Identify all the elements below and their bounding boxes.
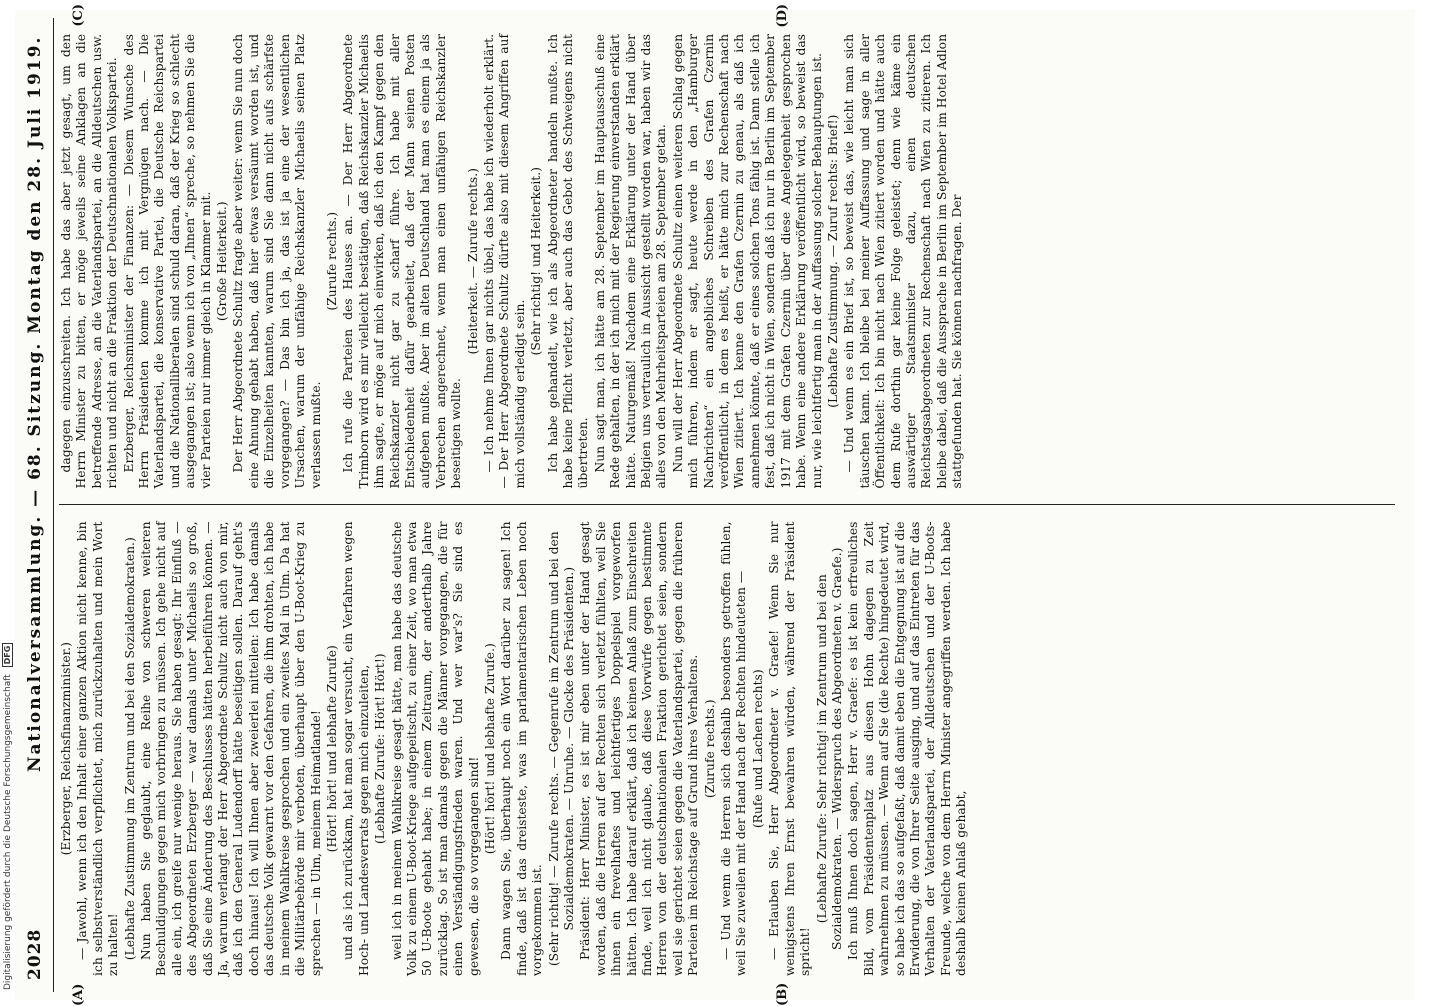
dfg-logo: DFG [2,643,13,668]
document-page [15,4,1415,1006]
col2-paragraph: (Große Heiterkeit.) [215,201,230,322]
page-title: Nationalversammlung. — 68. Sitzung. Montag den 28. Juli 1919. [25,35,45,772]
margin-mark-d: (D) [775,4,790,28]
page-number: 2028 [25,928,45,980]
col2-paragraph: Der Herr Abgeordnete Schultz fragte aber weiter: wenn Sie nun doch eine Ahnung gehabt haben, daß hier etwas versäumt worden ist, und die Einzelheiten kannten, warum sind Sie dann nicht aufs schärfste vorgegangen? — Das bin ich ja, das ist ja eine der wesentlichen Ursachen, warum der unfähige Reichskanzler Michaelis seinen Platz verlassen mußte. [231,34,323,489]
col1-paragraph: weil ich in meinem Wahlkreise gesagt hätte, man habe das deutsche Volk zu einem U-Boot-Kriege aufgepeitscht, zu einer Zeit, wo man etwa 50 U-Boote gehabt habe; in einem Zeitraum, der anderthalb Jahre zurücklag. So ist man damals gegen die Männer vorgegangen, die für einen Verständigungsfrieden waren. Und wer war's? Sie sind es gewesen, die so vorgegangen sind! [389,521,481,976]
col1-paragraph: (Rufe und Lachen rechts) [750,669,765,829]
side-note-area [0,0,14,1000]
col1-paragraph: (Hört! hört! und lebhafte Zurufe) [324,645,339,853]
col2-paragraph: — Ich nehme Ihnen gar nichts übel, das habe ich wiederholt erklärt. — Der Herr Abgeordnete Schultz dürfte also mit diesem Angriffen auf mich vollständig erledigt sein. [481,34,527,489]
col2-paragraph: Nun sagt man, ich hätte am 28. September im Hauptausschuß eine Rede gehalten, in der ich mich mit der Regierung einverstanden erklärt hätte. Naturgemäß! Nachdem eine Erklärung unter der Hand über Belgien uns vertraulich in Aussicht gestellt worden war, haben wir das alles von den Mehrheitsparteien am 28. September getan. [592,34,669,489]
col1-paragraph: Präsident: Herr Minister, es ist mir eben unter der Hand gesagt worden, daß die Herren auf der Rechten sich verletzt fühlten, weil Sie ihnen ein frevelhaftes und leichtfertiges Doppelspiel vorgeworfen hätten. Ich habe darauf erklärt, daß ich keinen Anlaß zum Einschreiten finde, weil ich nicht glaube, daß diese Vorwürfe gegen bestimmte Herren von der deutschnationalen Fraktion gerichtet seien, sondern weil sie gerichtet seien gegen die Vaterlandspartei, gegen die früheren Parteien im Reichstage auf Grund ihres Verhaltens. [578,521,701,976]
col1-paragraph: (Erzberger, Reichsfinanzminister.) [59,642,73,856]
col1-paragraph: — Jawohl, wenn ich den Inhalt einer ganzen Aktion nicht kenne, bin ich selbstverständlich verpflichtet, mich zurückzuhalten und mein Wort zu halten! [75,521,121,976]
col1-paragraph: Dann wagen Sie, überhaupt noch ein Wort darüber zu sagen! Ich finde, daß ist das dreisteste, was im parlamentarischen Leben noch vorgekommen ist. [499,521,545,976]
column-right [59,18,1395,505]
col1-paragraph: Ich muß Ihnen doch sagen, Herr v. Graefe: es ist kein erfreuliches Bild, vom Präsidentenplatz aus diesen Hohn dagegen zu Zeit wahrnehmen zu müssen. — Wenn auf Sie (die Rechte) hingedeutet wird, so habe ich das so aufgefaßt, daß damit eben die Entgegnung ist auf die Erwiderung, die von Ihrer Seite ausging, und auf das Eintreten für das Verhalten der Vaterlandspartei, der Alldeutschen und der U-Boots-Freunde, welche von dem Herrn Minister angegriffen werden. Ich habe deshalb keinen Anlaß gehabt, [846,521,969,976]
column-left [59,506,1395,993]
col2-paragraph: Ich rufe die Parteien des Hauses an. — Der Herr Abgeordnete Trimborn wird es mir vielleicht bestätigen, daß Reichskanzler Michaelis ihm sagte, er möge auf mich einwirken, daß ich den Kampf gegen den Reichskanzler nicht gar zu scharf führe. Ich habe mit aller Entschiedenheit dafür gearbeitet, daß der Mann seinen Posten aufgeben mußte. Aber im alten Deutschland hat man es einem ja als Verbrechen angerechnet, wenn man einen unfähigen Reichskanzler beseitigen wollte. [341,34,464,489]
col1-paragraph: (Zurufe rechts.) [702,699,717,799]
text-columns [59,18,1395,992]
col2-paragraph: (Heiterkeit. — Zurufe rechts.) [465,168,480,355]
col1-paragraph: — Erlauben Sie, Herr Abgeordneter v. Graefe! Wenn Sie nur wenigstens Ihren Ernst bewahren würden, während der Präsident spricht! [767,521,813,976]
col2-paragraph: (Lebhafte Zustimmung. — Zuruf rechts: Brief!) [825,114,840,408]
col1-paragraph: (Lebhafte Zurufe: Sehr richtig! im Zentrum und bei den Sozialdemokraten. — Widerspruch des Abgeordneten v. Graefe.) [814,547,844,950]
funding-note-text: Digitalisierung gefördert durch die Deutsche Forschungsgemeinschaft [3,674,13,990]
col2-paragraph: (Zurufe rechts.) [324,211,339,311]
funding-note [2,643,13,990]
col2-paragraph: Ich habe gehandelt, wie ich als Abgeordneter handeln mußte. Ich habe keine Pflicht verletzt, aber auch das Gebot des Schweigens nicht übertreten. [545,34,591,489]
column-divider [59,505,1395,506]
header-rule [53,18,54,992]
col2-paragraph: dagegen einzuschreiten. Ich habe das aber jetzt gesagt, um den Herrn Minister zu bitten, er möge jeweils seine Anklagen an die betreffende Adresse, an die Vaterlandspartei, an die Alldeutschen usw. richten und nicht an die Fraktion der Deutschnationalen Volkspartei. [59,34,120,489]
margin-mark-c: (C) [71,4,86,27]
page-header [15,18,55,992]
col1-paragraph: und als ich zurückkam, hat man sogar versucht, ein Verfahren wegen Hoch- und Landesverrats gegen mich einzuleiten, [341,521,371,976]
col2-paragraph: Nun will der Herr Abgeordnete Schultz einen weiteren Schlag gegen mich führen, indem er sagt, heute werde in den „Hamburger Nachrichten“ ein angebliches Schreiben des Grafen Czernin veröffentlicht, in dem es heißt, er hätte mich zur Rechenschaft nach Wien zitiert. Ich kenne den Grafen Czernin zu genau, als daß ich annehmen könnte, daß er eines solchen Tons fähig ist. Dann stelle ich fest, daß ich nicht in Wien, sondern daß ich nur in Berlin im September 1917 mit dem Grafen Czernin über diese Angelegenheit gesprochen habe. Wenn eine andere Erklärung veröffentlicht wird, so beweist das nur, wie leichtfertig man in der Auffassung solcher Behauptungen ist. [670,34,824,489]
col1-paragraph: (Lebhafte Zustimmung im Zentrum und bei den Sozialdemokraten.) [122,537,137,961]
col1-paragraph: (Sehr richtig! — Zurufe rechts. — Gegenrufe im Zentrum und bei den Sozialdemokraten. — Unruhe. — Glocke des Präsidenten.) [546,531,576,967]
margin-mark-a: (A) [71,983,86,1006]
col2-paragraph: Erzberger, Reichsminister der Finanzen: — Diesem Wunsche des Herrn Präsidenten komme ich mit Vergnügen nach. — Die Vaterlandspartei, die konservative Partei, die Deutsche Reichspartei und die Nationalliberalen sind schuld daran, daß der Krieg so schlecht ausgegangen ist; also wenn ich von „Ihnen“ spreche, so nehmen Sie die vier Parteien nur immer gleich in Klammer mit. [121,34,213,489]
col2-paragraph: (Sehr richtig! und Heiterkeit.) [529,167,544,356]
col2-paragraph: — Und wenn es ein Brief ist, so beweist das, wie leicht man sich täuschen kann. Ich bleibe bei meiner Auffassung und sage in aller Öffentlichkeit: Ich bin nicht nach Wien zitiert worden und hätte auch dem Rufe dorthin gar keine Folge geleistet; denn wie käme ein auswärtiger Staatsminister dazu, einen deutschen Reichstagsabgeordneten zur Rechenschaft nach Wien zu zitieren. Ich bleibe dabei, daß die Aussprache in Berlin im September im Hotel Adlon stattgefunden hat. Sie können nachfragen. Der [842,34,965,489]
col1-paragraph: (Lebhafte Zurufe: Hört! Hört!) [373,653,388,845]
col1-paragraph: — Und wenn die Herren sich deshalb besonders getroffen fühlen, weil Sie zuweilen mit der Hand nach der Rechten hindeuteten — [719,521,749,976]
margin-mark-b: (B) [775,982,790,1006]
col1-paragraph: (Hört! hört! und lebhafte Zurufe.) [482,643,497,855]
col1-paragraph: Nun haben Sie geglaubt, eine Reihe von schweren weiteren Beschuldigungen gegen mich vorbringen zu müssen. Ich gehe nicht auf alle ein, ich greife nur wenige heraus. Sie haben gesagt: Ihr Einfluß — des Abgeordneten Erzberger — war damals unter Michaelis so groß, daß Sie eine Änderung des Beschlusses hätten herbeiführen können. — Ja, warum verlangt der Herr Abgeordnete Schultz nicht auch von mir, daß ich den General Ludendorff hätte beseitigen sollen. Darauf geht's doch hinaus! Ich will Ihnen aber zweierlei mitteilen: Ich habe damals das deutsche Volk gewarnt vor den Gefahren, die ihm drohten, ich habe in meinem Wahlkreise gesprochen und ein zweites Mal in Ulm. Da hat die Militärbehörde mir verboten, überhaupt über den U-Boot-Krieg zu sprechen — in Ulm, meinem Heimatlande! [139,521,323,976]
